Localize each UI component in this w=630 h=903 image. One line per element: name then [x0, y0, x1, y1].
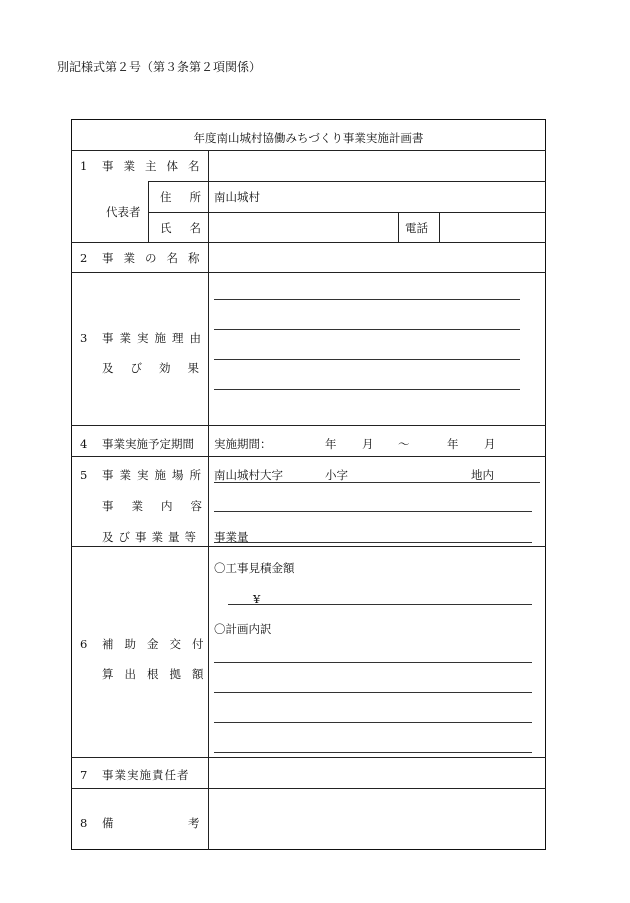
chinai-label: 地内 — [471, 468, 494, 482]
phone-field[interactable] — [441, 214, 544, 240]
rule — [71, 272, 546, 273]
row-3-number: 3 — [80, 331, 88, 345]
volume-line[interactable] — [214, 542, 532, 543]
reason-line[interactable] — [214, 299, 520, 300]
row-8-label-a: 備 — [102, 816, 114, 830]
row-2-label: 事業の名称 — [102, 251, 210, 265]
remarks-field[interactable] — [210, 790, 544, 848]
name-field[interactable] — [210, 214, 396, 240]
rule — [148, 181, 149, 242]
row-7-number: 7 — [80, 768, 88, 782]
rule — [439, 212, 440, 242]
address-field[interactable]: 南山城村 — [214, 190, 260, 204]
row-4-number: 4 — [80, 437, 88, 451]
row-5-label-line2: 事業内容 — [102, 499, 220, 513]
row-1-label: 事業主体名 — [102, 159, 210, 173]
rule — [71, 425, 546, 426]
row-5-label-line3: 及び事業量等 — [102, 530, 201, 544]
place-line[interactable] — [214, 482, 540, 483]
row-1-number: 1 — [80, 159, 88, 173]
rule — [71, 788, 546, 789]
koaza-label: 小字 — [325, 468, 348, 482]
start-month-unit: 月 — [362, 437, 374, 451]
row-3-label-line2: 及び効果 — [102, 361, 216, 375]
row-6-label-line1: 補助金交付 — [102, 637, 215, 651]
project-name-field[interactable] — [210, 244, 544, 270]
row-3-label-line1: 事業実施理由 — [102, 331, 207, 345]
row-5-label-line1: 事業実施場所 — [102, 468, 207, 482]
name-label: 氏名 — [160, 221, 219, 235]
end-month-unit: 月 — [484, 437, 496, 451]
reason-line[interactable] — [214, 389, 520, 390]
row-6-label-line2: 算出根拠額 — [102, 667, 215, 681]
row-4-label: 事業実施予定期間 — [102, 437, 194, 451]
breakdown-line[interactable] — [214, 722, 532, 723]
volume-label: 事業量 — [214, 530, 249, 544]
estimate-label: 〇工事見積金額 — [214, 561, 295, 575]
reason-line[interactable] — [214, 359, 520, 360]
plan-breakdown-label: 〇計画内訳 — [214, 622, 272, 636]
breakdown-line[interactable] — [214, 662, 532, 663]
content-line[interactable] — [214, 511, 532, 512]
breakdown-line[interactable] — [214, 752, 532, 753]
rule — [71, 456, 546, 457]
end-year-unit: 年 — [447, 437, 459, 451]
row-2-number: 2 — [80, 251, 88, 265]
responsible-person-field[interactable] — [210, 759, 544, 786]
reason-line[interactable] — [214, 329, 520, 330]
row-7-label: 事業実施責任者 — [102, 768, 190, 782]
row-5-number: 5 — [80, 468, 88, 482]
period-tilde: ～ — [398, 437, 410, 451]
rule — [71, 546, 546, 547]
start-year-unit: 年 — [325, 437, 337, 451]
row-6-number: 6 — [80, 637, 88, 651]
yen-sign: ¥ — [253, 592, 261, 606]
breakdown-line[interactable] — [214, 692, 532, 693]
estimate-amount-line[interactable] — [228, 604, 532, 605]
row-8-number: 8 — [80, 816, 88, 830]
row-8-label-b: 考 — [188, 816, 200, 830]
rule — [398, 212, 399, 242]
phone-label: 電話 — [405, 221, 428, 235]
place-prefix: 南山城村大字 — [214, 468, 283, 482]
rule — [71, 150, 546, 151]
address-label: 住所 — [160, 190, 219, 204]
form-number: 別記様式第２号（第３条第２項関係） — [57, 60, 262, 74]
representative-label: 代表者 — [106, 205, 141, 219]
rule — [71, 242, 546, 243]
rule — [71, 757, 546, 758]
form-title: 年度南山城村協働みちづくり事業実施計画書 — [193, 131, 424, 145]
period-label: 実施期間： — [214, 437, 272, 451]
